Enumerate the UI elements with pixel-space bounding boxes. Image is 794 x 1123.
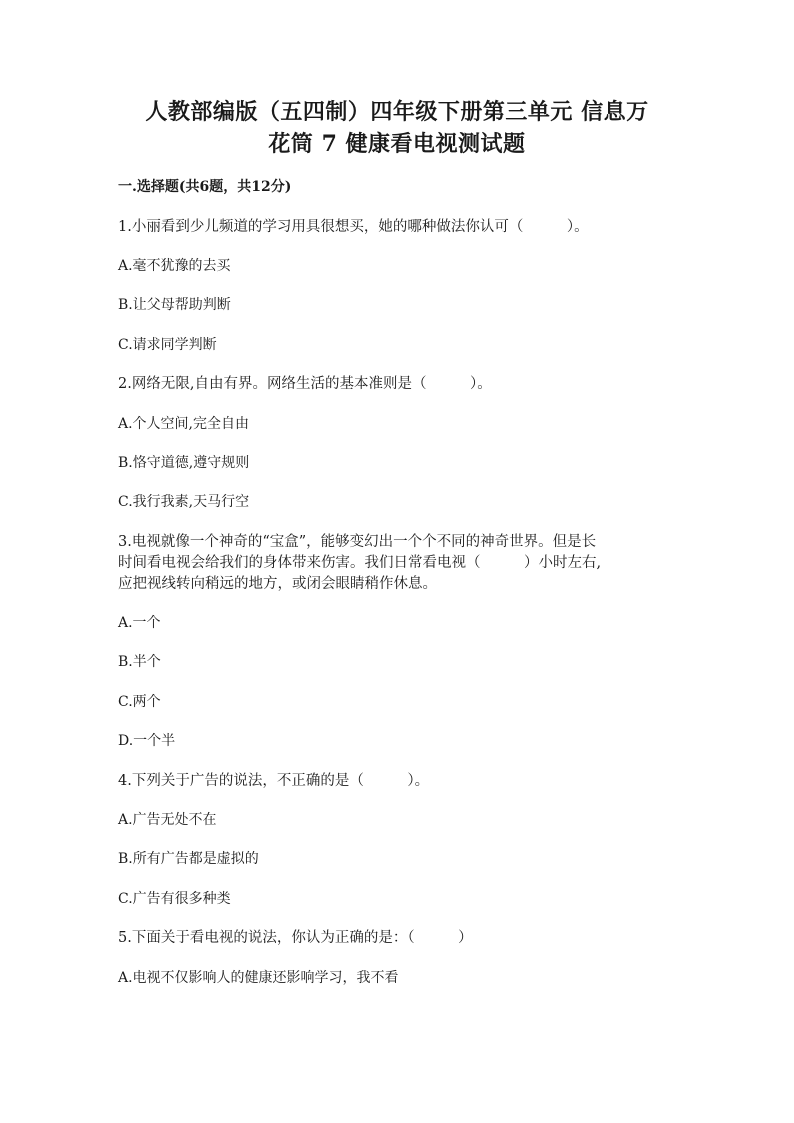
question-3-text-line-1: 3.电视就像一个神奇的“宝盒”，能够变幻出一个个不同的神奇世界。但是长 bbox=[118, 534, 597, 550]
page-title-line-2: 花筒 7 健康看电视测试题 bbox=[268, 131, 526, 157]
question-3-option-a: A.一个 bbox=[118, 615, 161, 631]
question-3-option-d: D.一个半 bbox=[118, 733, 176, 749]
question-1-option-b: B.让父母帮助判断 bbox=[118, 297, 231, 313]
question-5-option-a: A.电视不仅影响人的健康还影响学习，我不看 bbox=[118, 970, 399, 986]
question-4-option-c: C.广告有很多种类 bbox=[118, 891, 231, 907]
question-3-option-c: C.两个 bbox=[118, 694, 161, 710]
question-3-text-line-3: 应把视线转向稍远的地方，或闭会眼睛稍作休息。 bbox=[118, 576, 437, 592]
question-3-text-line-2: 时间看电视会给我们的身体带来伤害。我们日常看电视（ ）小时左右, bbox=[118, 555, 602, 571]
question-2-option-b: B.恪守道德,遵守规则 bbox=[118, 455, 250, 471]
question-2-option-a: A.个人空间,完全自由 bbox=[118, 416, 250, 432]
question-3-option-b: B.半个 bbox=[118, 654, 161, 670]
question-2-option-c: C.我行我素,天马行空 bbox=[118, 494, 250, 510]
question-4-option-a: A.广告无处不在 bbox=[118, 812, 217, 828]
question-4-text: 4.下列关于广告的说法，不正确的是（ ）。 bbox=[118, 773, 430, 789]
page-title-line-1: 人教部编版（五四制）四年级下册第三单元 信息万 bbox=[145, 99, 649, 125]
question-1-option-a: A.毫不犹豫的去买 bbox=[118, 258, 231, 274]
question-5-text: 5.下面关于看电视的说法，你认为正确的是：（ ） bbox=[118, 930, 473, 946]
question-4-option-b: B.所有广告都是虚拟的 bbox=[118, 851, 259, 867]
question-2-text: 2.网络无限,自由有界。网络生活的基本准则是（ ）。 bbox=[118, 376, 492, 392]
question-1-option-c: C.请求同学判断 bbox=[118, 337, 217, 353]
question-1-text: 1.小丽看到少儿频道的学习用具很想买，她的哪种做法你认可（ ）。 bbox=[118, 219, 589, 235]
section-heading: 一.选择题(共6题，共12分) bbox=[118, 179, 292, 195]
